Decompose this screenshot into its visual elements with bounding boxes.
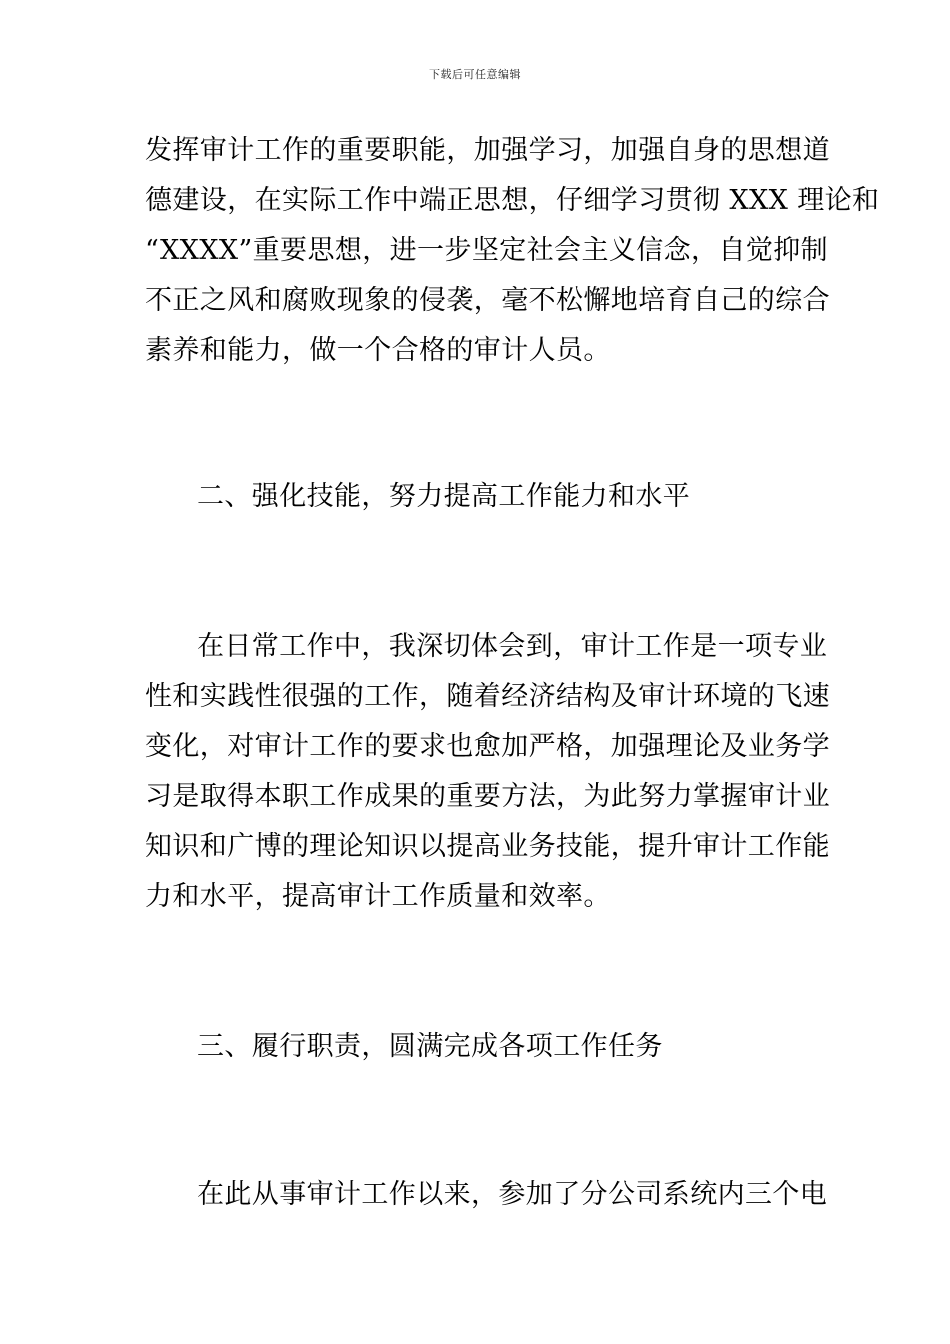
paragraph-line: 力和水平，提高审计工作质量和效率。 — [145, 881, 611, 912]
paragraph-line: “XXXX”重要思想，进一步坚定社会主义信念，自觉抑制 — [145, 235, 829, 266]
header-note: 下载后可任意编辑 — [429, 68, 521, 81]
paragraph-line: 发挥审计工作的重要职能，加强学习，加强自身的思想道 — [145, 135, 830, 166]
section-heading-2: 二、强化技能，努力提高工作能力和水平 — [197, 481, 691, 512]
paragraph-line: 在日常工作中，我深切体会到，审计工作是一项专业 — [197, 631, 828, 662]
paragraph-line: 变化，对审计工作的要求也愈加严格，加强理论及业务学 — [145, 731, 830, 762]
paragraph-line: 在此从事审计工作以来，参加了分公司系统内三个电 — [197, 1179, 828, 1210]
paragraph-line: 素养和能力，做一个合格的审计人员。 — [145, 335, 611, 366]
paragraph-line: 习是取得本职工作成果的重要方法，为此努力掌握审计业 — [145, 781, 830, 812]
paragraph-line: 知识和广博的理论知识以提高业务技能，提升审计工作能 — [145, 831, 830, 862]
paragraph-line: 德建设，在实际工作中端正思想，仔细学习贯彻 XXX 理论和 — [145, 185, 880, 216]
paragraph-line: 不正之风和腐败现象的侵袭，毫不松懈地培育自己的综合 — [145, 285, 830, 316]
section-heading-3: 三、履行职责，圆满完成各项工作任务 — [197, 1031, 663, 1062]
paragraph-line: 性和实践性很强的工作，随着经济结构及审计环境的飞速 — [145, 681, 830, 712]
